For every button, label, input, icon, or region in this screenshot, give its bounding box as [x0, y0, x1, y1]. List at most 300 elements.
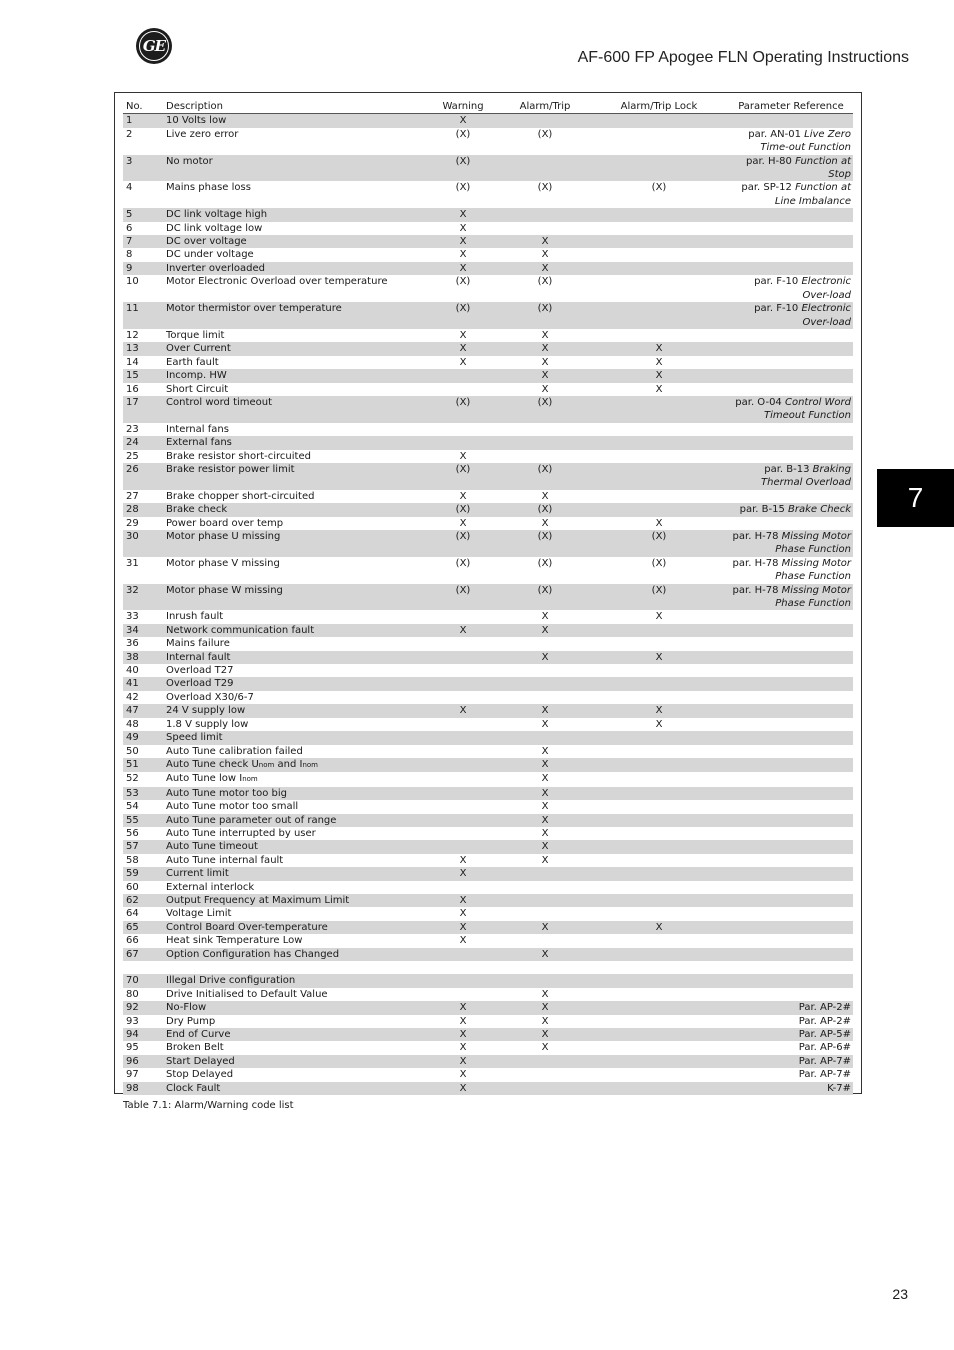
cell-alarm-trip	[501, 155, 589, 182]
description-text: Control Board Over-temperature	[166, 921, 328, 933]
cell-parameter-reference	[729, 637, 853, 650]
chapter-tab: 7	[877, 469, 954, 527]
cell-description	[163, 530, 425, 557]
cell-parameter-reference	[729, 772, 853, 786]
reference-parameter: par. H-80	[746, 155, 792, 167]
cell-alarm-trip	[501, 222, 589, 235]
cell-warning: X	[425, 235, 501, 248]
table-row	[123, 704, 853, 717]
cell-warning	[425, 731, 501, 744]
cell-description	[163, 302, 425, 329]
reference-parameter: par. F-10	[754, 276, 799, 288]
table-row	[123, 181, 853, 208]
cell-parameter-reference	[729, 329, 853, 342]
cell-warning: X	[425, 894, 501, 907]
description-text: Motor phase V missing	[166, 557, 280, 569]
cell-alarm-trip: X	[501, 704, 589, 717]
cell-alarm-trip-lock	[589, 974, 729, 987]
cell-no: 38	[123, 651, 163, 664]
cell-alarm-trip: X	[541, 329, 549, 341]
reference-parameter: Par. AP-5#	[798, 1029, 851, 1041]
cell-alarm-trip-lock: X	[589, 921, 729, 934]
cell-warning: X	[425, 1028, 501, 1041]
cell-warning: (X)	[455, 557, 471, 569]
cell-description	[163, 222, 425, 235]
cell-parameter-reference	[729, 208, 853, 221]
cell-description	[163, 610, 425, 623]
cell-alarm-trip: X	[541, 773, 549, 785]
cell-alarm-trip: X	[541, 383, 549, 395]
cell-warning: X	[459, 1042, 467, 1054]
cell-description	[163, 128, 425, 155]
description-text: Mains phase loss	[166, 182, 251, 194]
page-number: 23	[892, 1286, 908, 1302]
cell-alarm-trip: X	[501, 787, 589, 800]
cell-parameter-reference	[729, 691, 853, 704]
cell-description	[163, 490, 425, 503]
cell-alarm-trip: X	[501, 624, 589, 637]
table-row	[123, 503, 853, 516]
cell-parameter-reference	[729, 463, 853, 490]
cell-alarm-trip: X	[501, 1001, 589, 1014]
cell-warning: X	[425, 262, 501, 275]
reference-function-name: Brake Check	[788, 504, 851, 516]
cell-alarm-trip	[501, 691, 589, 704]
cell-description	[163, 383, 425, 396]
cell-alarm-trip: X	[541, 356, 549, 368]
table-row	[123, 1055, 853, 1068]
cell-no: 47	[123, 704, 163, 717]
cell-alarm-trip-lock	[589, 128, 729, 155]
cell-warning	[425, 664, 501, 677]
cell-parameter-reference	[729, 921, 853, 934]
description-text: Overload T27	[166, 665, 234, 677]
cell-description	[163, 396, 425, 423]
description-text: Dry Pump	[166, 1015, 216, 1027]
cell-warning	[425, 691, 501, 704]
cell-parameter-reference	[729, 396, 853, 423]
cell-parameter-reference	[729, 503, 853, 516]
cell-warning	[425, 610, 501, 623]
description-text: External interlock	[166, 881, 255, 893]
cell-parameter-reference	[729, 704, 853, 717]
cell-alarm-trip: X	[541, 745, 549, 757]
reference-function-name: Electronic Over-load	[801, 303, 851, 328]
cell-description	[163, 814, 425, 827]
cell-no: 26	[123, 463, 163, 490]
cell-description	[163, 275, 425, 302]
cell-warning	[425, 758, 501, 772]
description-text: DC link voltage high	[166, 209, 268, 221]
cell-no: 13	[123, 342, 163, 355]
cell-warning	[425, 974, 501, 987]
cell-description	[163, 356, 425, 369]
cell-description	[163, 342, 425, 355]
cell-description	[163, 787, 425, 800]
description-text: Brake resistor power limit	[166, 463, 295, 475]
cell-parameter-reference	[729, 517, 853, 530]
description-text: No-Flow	[166, 1002, 207, 1014]
reference-parameter: Par. AP-7#	[798, 1055, 851, 1067]
cell-parameter-reference	[729, 745, 853, 758]
column-header-alarm-trip-lock: Alarm/Trip Lock	[589, 100, 729, 114]
cell-alarm-trip-lock	[589, 503, 729, 516]
cell-warning	[425, 718, 501, 731]
cell-warning: X	[459, 854, 467, 866]
table-row	[123, 1068, 853, 1081]
cell-warning: (X)	[425, 396, 501, 423]
cell-alarm-trip-lock	[589, 463, 729, 490]
cell-no: 36	[126, 638, 139, 650]
reference-parameter: par. B-15	[739, 504, 785, 516]
cell-warning: (X)	[455, 182, 471, 194]
table-row	[123, 517, 853, 530]
cell-alarm-trip	[501, 114, 589, 128]
cell-warning	[425, 787, 501, 800]
cell-alarm-trip	[501, 208, 589, 221]
reference-parameter: K-7#	[827, 1082, 851, 1094]
cell-description	[163, 894, 425, 907]
cell-no: 27	[126, 490, 139, 502]
description-text: DC link voltage low	[166, 222, 263, 234]
cell-alarm-trip-lock	[589, 787, 729, 800]
cell-no: 34	[123, 624, 163, 637]
reference-function-name: Braking Thermal Overload	[761, 463, 851, 489]
cell-parameter-reference	[729, 248, 853, 261]
cell-description	[163, 450, 425, 463]
cell-description	[163, 1028, 425, 1041]
table-row	[123, 772, 853, 786]
description-text: Auto Tune low I	[166, 773, 243, 785]
table-row	[123, 1082, 853, 1095]
cell-alarm-trip: X	[501, 262, 589, 275]
description-text: Auto Tune check U	[166, 758, 259, 770]
cell-warning	[425, 383, 501, 396]
cell-description	[163, 584, 425, 611]
cell-warning	[425, 961, 501, 974]
table-row	[123, 436, 853, 449]
cell-warning	[425, 677, 501, 690]
cell-alarm-trip	[501, 423, 589, 436]
reference-function-name: Live Zero Time-out Function	[760, 128, 851, 154]
cell-no: 98	[123, 1082, 163, 1095]
cell-alarm-trip-lock: X	[655, 356, 663, 368]
reference-parameter: par. H-78	[732, 557, 779, 569]
reference-parameter: Par. AP-2#	[798, 1015, 851, 1027]
cell-no: 93	[126, 1015, 139, 1027]
cell-warning: (X)	[455, 276, 471, 288]
reference-parameter: Par. AP-7#	[798, 1069, 851, 1081]
cell-no: 5	[123, 208, 163, 221]
cell-alarm-trip-lock	[589, 840, 729, 853]
table-row	[123, 610, 853, 623]
cell-no: 62	[123, 894, 163, 907]
cell-description	[163, 704, 425, 717]
table-row	[123, 262, 853, 275]
description-text: Speed limit	[166, 732, 223, 744]
table-row	[123, 222, 853, 235]
cell-warning: X	[425, 208, 501, 221]
cell-alarm-trip-lock	[589, 1028, 729, 1041]
cell-warning: X	[425, 624, 501, 637]
description-text: Auto Tune motor too big	[166, 787, 287, 799]
description-text: Internal fault	[166, 651, 231, 663]
cell-alarm-trip-lock	[589, 988, 729, 1001]
column-header-no: No.	[123, 100, 163, 114]
cell-no: 65	[123, 921, 163, 934]
description-text: Overload X30/6-7	[166, 691, 254, 703]
cell-alarm-trip: (X)	[501, 530, 589, 557]
cell-alarm-trip	[501, 1055, 589, 1068]
cell-parameter-reference	[729, 181, 853, 208]
cell-alarm-trip-lock	[589, 329, 729, 342]
table-row	[123, 718, 853, 731]
description-text: Internal fans	[166, 423, 229, 435]
cell-alarm-trip-lock: (X)	[651, 182, 667, 194]
description-text: Incomp. HW	[166, 370, 227, 382]
cell-warning: X	[425, 1082, 501, 1095]
table-row	[123, 114, 853, 128]
cell-parameter-reference	[729, 961, 853, 974]
description-text: Overload T29	[166, 678, 234, 690]
cell-parameter-reference	[729, 731, 853, 744]
cell-no: 32	[123, 584, 163, 611]
table-row	[123, 637, 853, 650]
column-header-alarm-trip: Alarm/Trip	[501, 100, 589, 114]
cell-no: 17	[123, 396, 163, 423]
cell-description	[163, 867, 425, 880]
cell-no	[123, 961, 163, 974]
table-row	[123, 356, 853, 369]
cell-no: 59	[123, 867, 163, 880]
cell-description	[163, 369, 425, 382]
cell-description	[163, 651, 425, 664]
cell-alarm-trip-lock	[589, 396, 729, 423]
cell-alarm-trip	[501, 731, 589, 744]
cell-warning: (X)	[455, 128, 471, 140]
cell-parameter-reference	[729, 490, 853, 503]
table-row	[123, 731, 853, 744]
cell-no: 94	[123, 1028, 163, 1041]
description-text: No motor	[166, 155, 213, 167]
cell-alarm-trip-lock	[589, 637, 729, 650]
cell-alarm-trip-lock: (X)	[589, 530, 729, 557]
cell-no: 55	[123, 814, 163, 827]
cell-parameter-reference	[729, 383, 853, 396]
cell-alarm-trip: (X)	[537, 128, 553, 140]
cell-warning: X	[459, 356, 467, 368]
table-row	[123, 490, 853, 503]
cell-alarm-trip: X	[501, 758, 589, 772]
table-row	[123, 1001, 853, 1014]
cell-alarm-trip	[501, 881, 589, 894]
cell-alarm-trip: X	[541, 718, 549, 730]
cell-warning: X	[459, 450, 467, 462]
cell-no: 48	[126, 718, 139, 730]
cell-alarm-trip-lock	[589, 624, 729, 637]
table-row	[123, 745, 853, 758]
cell-alarm-trip: X	[501, 369, 589, 382]
cell-parameter-reference	[729, 610, 853, 623]
description-text: Earth fault	[166, 356, 219, 368]
cell-description	[163, 1015, 425, 1028]
cell-no: 1	[123, 114, 163, 128]
cell-description	[163, 731, 425, 744]
cell-alarm-trip	[501, 436, 589, 449]
column-header-parameter-reference: Parameter Reference	[729, 100, 853, 114]
description-text: Brake check	[166, 504, 228, 516]
cell-warning	[425, 800, 501, 813]
cell-alarm-trip-lock	[589, 677, 729, 690]
cell-description	[163, 664, 425, 677]
cell-parameter-reference	[729, 814, 853, 827]
cell-warning: (X)	[425, 302, 501, 329]
table-row	[123, 758, 853, 772]
table-row	[123, 691, 853, 704]
cell-alarm-trip-lock: X	[655, 611, 663, 623]
table-row	[123, 854, 853, 867]
table-row	[123, 840, 853, 853]
description-text: Network communication fault	[166, 624, 315, 636]
cell-alarm-trip: X	[541, 611, 549, 623]
cell-parameter-reference	[729, 356, 853, 369]
cell-parameter-reference	[729, 1055, 853, 1068]
description-text: Mains failure	[166, 638, 230, 650]
reference-function-name: Electronic Over-load	[801, 276, 851, 301]
table-row	[123, 881, 853, 894]
cell-alarm-trip-lock	[589, 1015, 729, 1028]
description-text: Power board over temp	[166, 517, 284, 529]
cell-warning: X	[459, 222, 467, 234]
cell-alarm-trip-lock	[589, 490, 729, 503]
reference-parameter: par. B-13	[764, 463, 810, 475]
table-row	[123, 275, 853, 302]
cell-warning: X	[459, 1069, 467, 1081]
cell-alarm-trip-lock	[589, 436, 729, 449]
table-row	[123, 248, 853, 261]
cell-description	[163, 854, 425, 867]
cell-no: 60	[126, 881, 139, 893]
cell-warning: X	[425, 114, 501, 128]
cell-alarm-trip: (X)	[501, 463, 589, 490]
cell-warning: (X)	[425, 463, 501, 490]
cell-parameter-reference	[729, 787, 853, 800]
cell-no: 95	[126, 1042, 139, 1054]
table-row	[123, 867, 853, 880]
cell-alarm-trip-lock	[589, 1055, 729, 1068]
cell-parameter-reference	[729, 974, 853, 987]
cell-alarm-trip-lock	[589, 222, 729, 235]
cell-no: 3	[123, 155, 163, 182]
cell-no: 11	[123, 302, 163, 329]
cell-no: 31	[126, 557, 139, 569]
table-row	[123, 827, 853, 840]
cell-alarm-trip-lock	[589, 262, 729, 275]
description-text: Motor Electronic Overload over temperature	[166, 276, 388, 288]
reference-function-name: Missing Motor Phase Function	[775, 531, 851, 556]
cell-alarm-trip	[501, 1068, 589, 1081]
description-text: Illegal Drive configuration	[166, 975, 296, 987]
cell-no: 56	[126, 827, 139, 839]
cell-alarm-trip-lock	[589, 854, 729, 867]
cell-warning: X	[425, 1055, 501, 1068]
cell-alarm-trip: (X)	[501, 503, 589, 516]
table-row	[123, 664, 853, 677]
table-row	[123, 208, 853, 221]
cell-parameter-reference	[729, 1001, 853, 1014]
cell-alarm-trip-lock	[589, 235, 729, 248]
cell-alarm-trip-lock	[589, 1068, 729, 1081]
cell-parameter-reference	[729, 342, 853, 355]
cell-description	[163, 745, 425, 758]
cell-description	[163, 758, 425, 772]
cell-no: 54	[126, 801, 139, 813]
cell-no: 96	[123, 1055, 163, 1068]
table-body	[123, 114, 853, 1095]
cell-alarm-trip-lock: X	[589, 369, 729, 382]
cell-description	[163, 463, 425, 490]
cell-no: 80	[126, 988, 139, 1000]
cell-alarm-trip: X	[541, 827, 549, 839]
table-row	[123, 921, 853, 934]
description-text: End of Curve	[166, 1029, 231, 1041]
cell-alarm-trip	[501, 867, 589, 880]
cell-no: 7	[123, 235, 163, 248]
reference-parameter: par. F-10	[754, 303, 799, 315]
cell-parameter-reference	[729, 1015, 853, 1028]
description-text: DC under voltage	[166, 249, 254, 261]
cell-alarm-trip: X	[501, 651, 589, 664]
cell-no: 49	[123, 731, 163, 744]
cell-parameter-reference	[729, 262, 853, 275]
table-row	[123, 800, 853, 813]
table-row	[123, 463, 853, 490]
table-row	[123, 383, 853, 396]
description-text: Inverter overloaded	[166, 262, 266, 274]
table-row	[123, 961, 853, 974]
cell-parameter-reference	[729, 894, 853, 907]
table-row	[123, 450, 853, 463]
cell-description	[163, 1055, 425, 1068]
cell-description	[163, 262, 425, 275]
cell-alarm-trip-lock	[589, 208, 729, 221]
table-row	[123, 342, 853, 355]
cell-parameter-reference	[729, 423, 853, 436]
cell-alarm-trip	[501, 961, 589, 974]
cell-warning	[425, 881, 501, 894]
reference-parameter: par. SP-12	[741, 182, 792, 194]
cell-alarm-trip	[501, 1082, 589, 1095]
cell-alarm-trip: (X)	[501, 302, 589, 329]
cell-parameter-reference	[729, 222, 853, 235]
table-row	[123, 396, 853, 423]
alarm-warning-table	[123, 100, 853, 1095]
cell-alarm-trip	[501, 677, 589, 690]
cell-alarm-trip-lock	[589, 961, 729, 974]
cell-warning: X	[425, 342, 501, 355]
cell-warning: X	[459, 908, 467, 920]
table-row	[123, 624, 853, 637]
description-text: Auto Tune internal fault	[166, 854, 284, 866]
cell-no: 42	[126, 691, 139, 703]
cell-parameter-reference	[729, 948, 853, 961]
cell-alarm-trip: X	[541, 801, 549, 813]
ge-logo	[136, 28, 172, 64]
cell-description	[163, 557, 425, 584]
table-row	[123, 369, 853, 382]
cell-description	[163, 155, 425, 182]
cell-alarm-trip-lock	[589, 731, 729, 744]
